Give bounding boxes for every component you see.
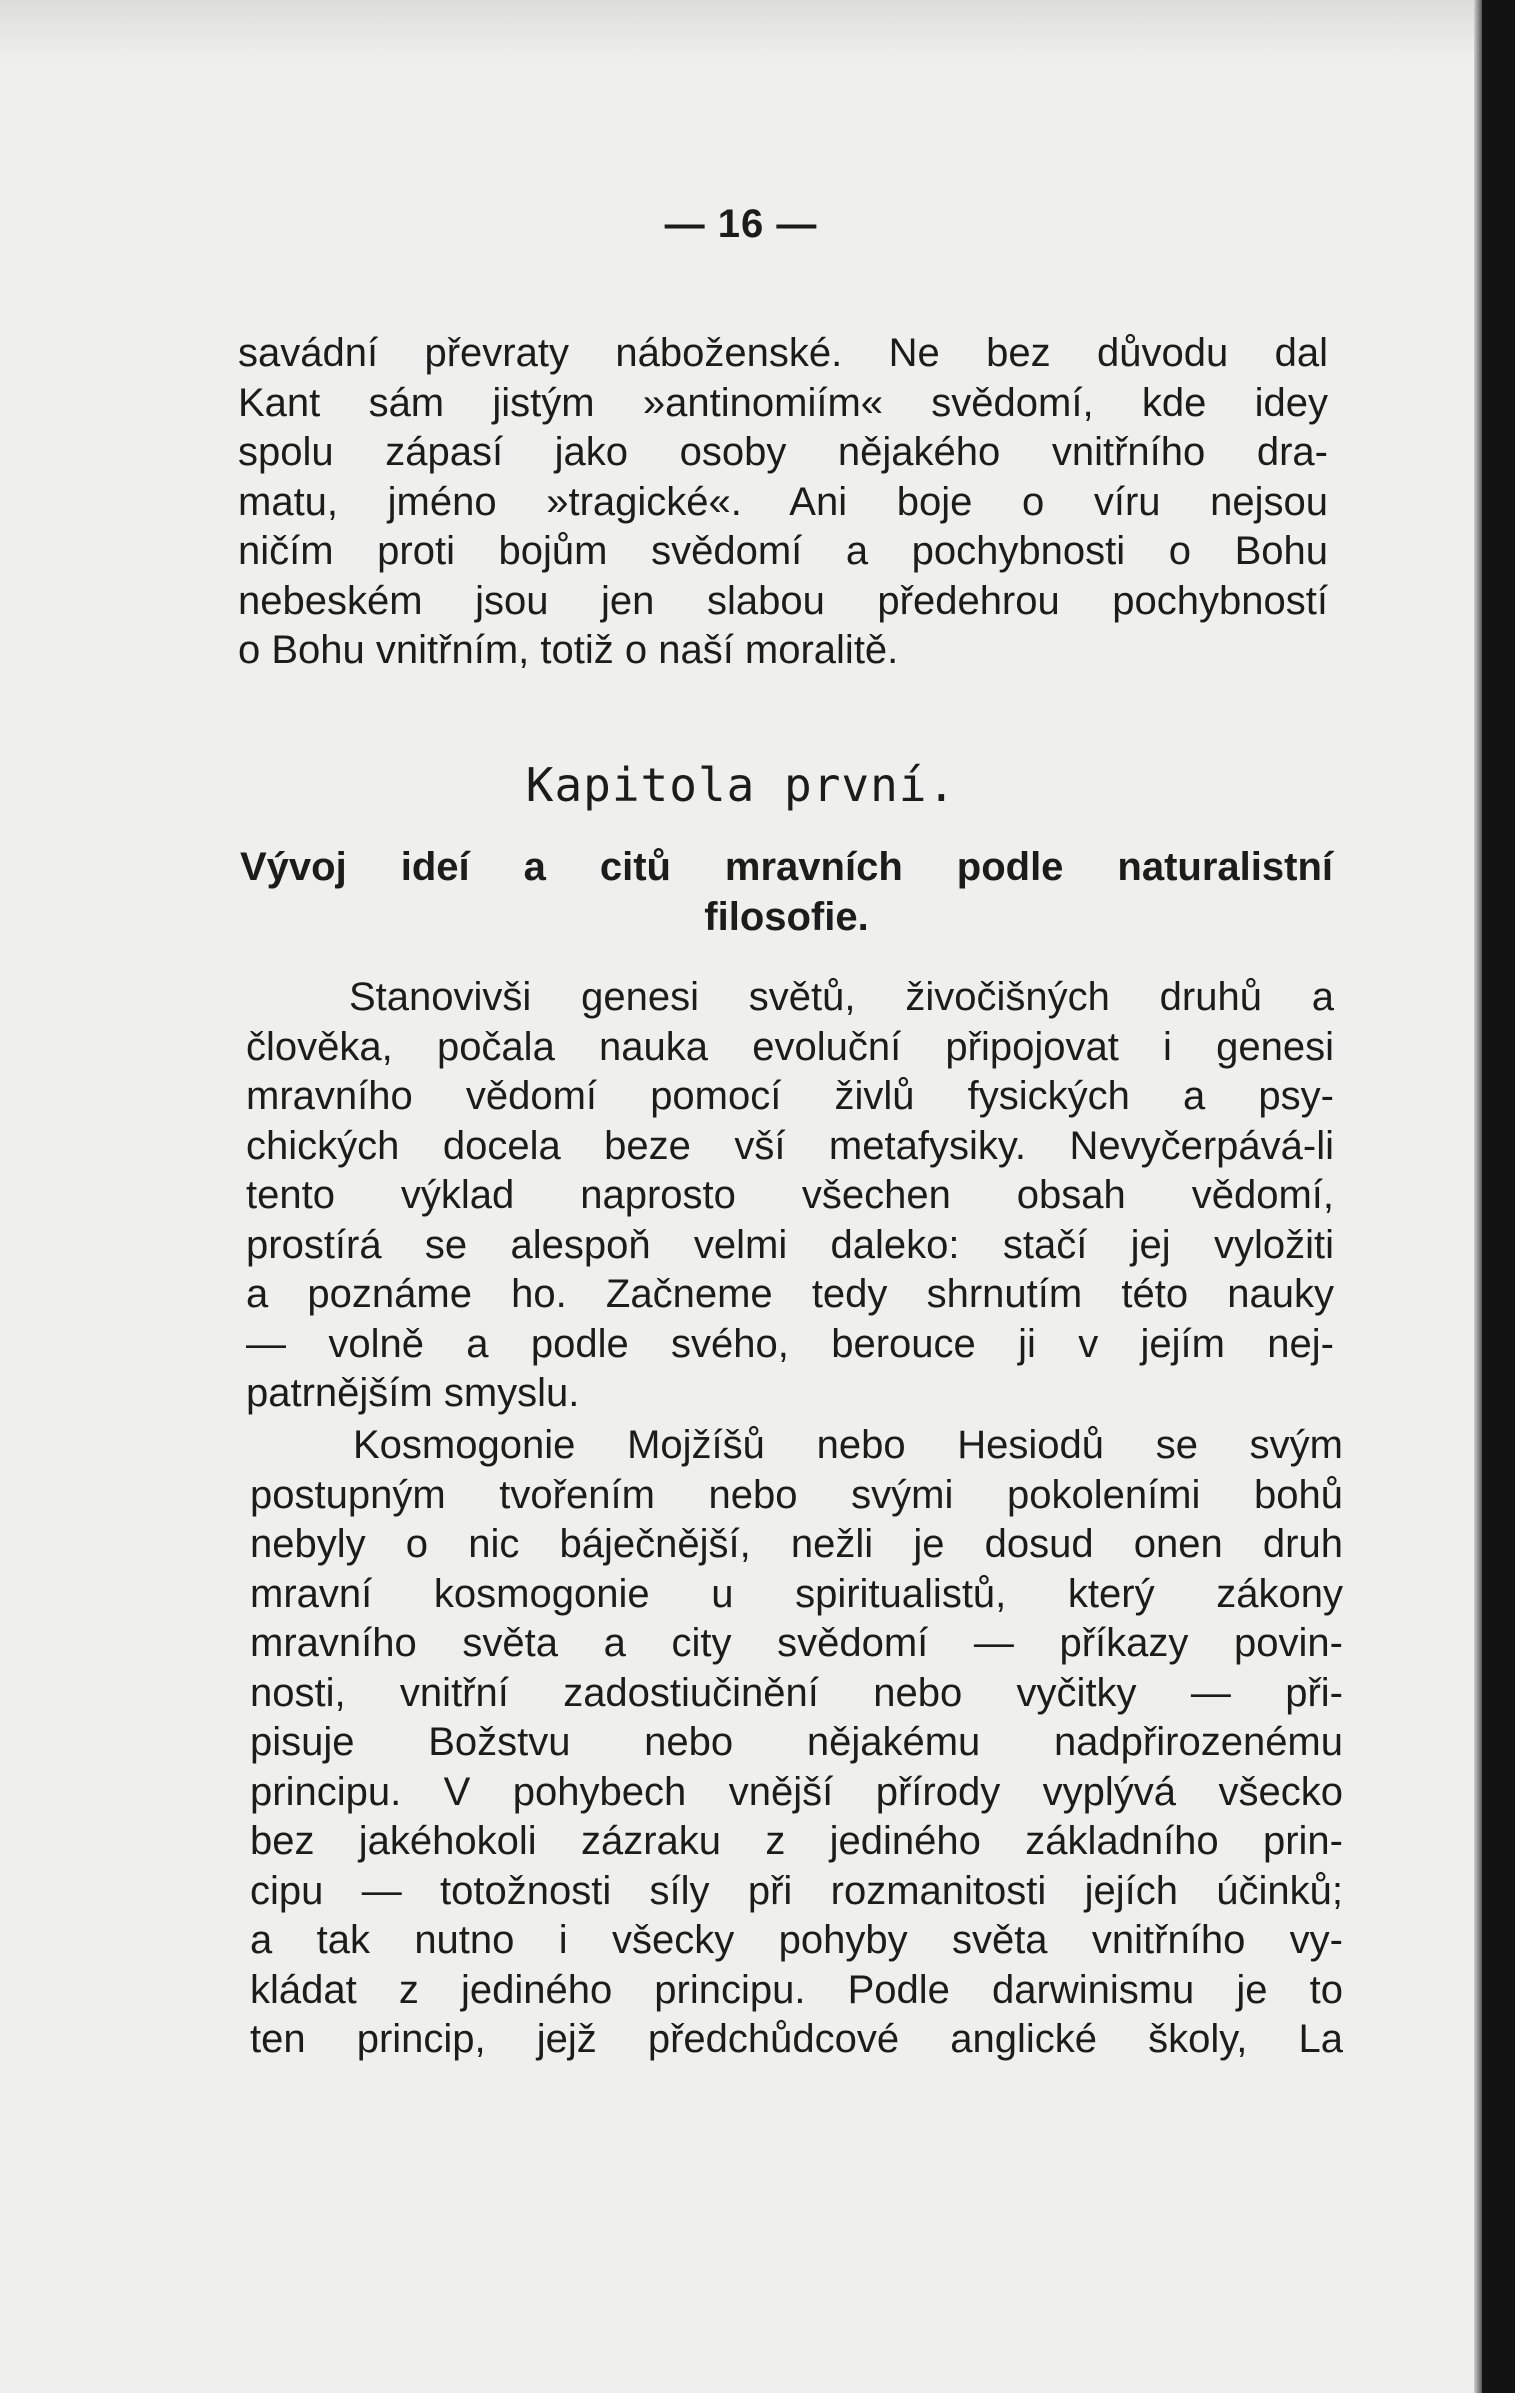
- text-line: cipu — totožnosti síly při rozmanitosti jejích účinků;: [250, 1868, 1343, 1913]
- chapter-label: Kapitola první.: [525, 758, 957, 812]
- text-line: spolu zápasí jako osoby nějakého vnitřního dra-: [238, 430, 1328, 474]
- text-line: o Bohu vnitřním, totiž o naší moralitě.: [238, 628, 899, 672]
- text-line: nosti, vnitřní zadostiučinění nebo vyčitky — při-: [250, 1670, 1343, 1715]
- text-line: člověka, počala nauka evoluční připojovat i genesi: [246, 1024, 1334, 1069]
- page-shadow: [0, 0, 1482, 60]
- chapter-title-line: filosofie.: [704, 895, 869, 939]
- text-line: a tak nutno i všecky pohyby světa vnitřního vy-: [250, 1918, 1343, 1962]
- text-line: prostírá se alespoň velmi daleko: stačí jej vyložiti: [246, 1222, 1334, 1267]
- text-line: — volně a podle svého, berouce ji v jejím nej-: [246, 1321, 1334, 1366]
- text-line: chických docela beze vší metafysiky. Nevyčerpává-li: [246, 1123, 1334, 1168]
- text-line: ten princip, jejž předchůdcové anglické školy, La: [250, 2017, 1343, 2061]
- text-line: a poznáme ho. Začneme tedy shrnutím této nauky: [246, 1272, 1334, 1316]
- text-line: bez jakéhokoli zázraku z jediného základního prin-: [250, 1819, 1343, 1863]
- intro-paragraph: [238, 329, 1328, 676]
- text-line: patrnějším smyslu.: [246, 1371, 580, 1415]
- text-line: Stanovivši genesi světů, živočišných druhů a: [349, 975, 1334, 1019]
- chapter-title-line: Vývoj ideí a citů mravních podle naturalistní: [240, 845, 1333, 889]
- text-line: mravní kosmogonie u spiritualistů, který zákony: [250, 1571, 1343, 1616]
- text-line: Kosmogonie Mojžíšů nebo Hesiodů se svým: [353, 1423, 1343, 1467]
- text-line: ničím proti bojům svědomí a pochybnosti o Bohu: [238, 529, 1328, 573]
- text-line: savádní převraty náboženské. Ne bez důvodu dal: [238, 331, 1328, 375]
- page-number: — 16 —: [664, 202, 818, 246]
- text-line: nebeském jsou jen slabou předehrou pochybností: [238, 578, 1328, 623]
- text-line: kládat z jediného principu. Podle darwinismu je to: [250, 1967, 1343, 2012]
- text-line: pisuje Božstvu nebo nějakému nadpřirozenému: [250, 1720, 1343, 1764]
- paragraph-2: [250, 1421, 1343, 2065]
- paragraph-1: [246, 973, 1334, 1419]
- text-line: postupným tvořením nebo svými pokoleními bohů: [250, 1472, 1343, 1517]
- text-line: mravního světa a city svědomí — příkazy povin-: [250, 1621, 1343, 1665]
- chapter-title: [240, 842, 1333, 942]
- text-line: principu. V pohybech vnější přírody vyplývá všecko: [250, 1769, 1343, 1814]
- text-line: mravního vědomí pomocí živlů fysických a psy-: [246, 1074, 1334, 1118]
- text-line: nebyly o nic báječnější, nežli je dosud onen druh: [250, 1522, 1343, 1566]
- scan-border: [1482, 0, 1515, 2393]
- text-line: matu, jméno »tragické«. Ani boje o víru nejsou: [238, 479, 1328, 524]
- text-line: Kant sám jistým »antinomiím« svědomí, kde idey: [238, 380, 1328, 425]
- text-line: tento výklad naprosto všechen obsah vědomí,: [246, 1173, 1334, 1217]
